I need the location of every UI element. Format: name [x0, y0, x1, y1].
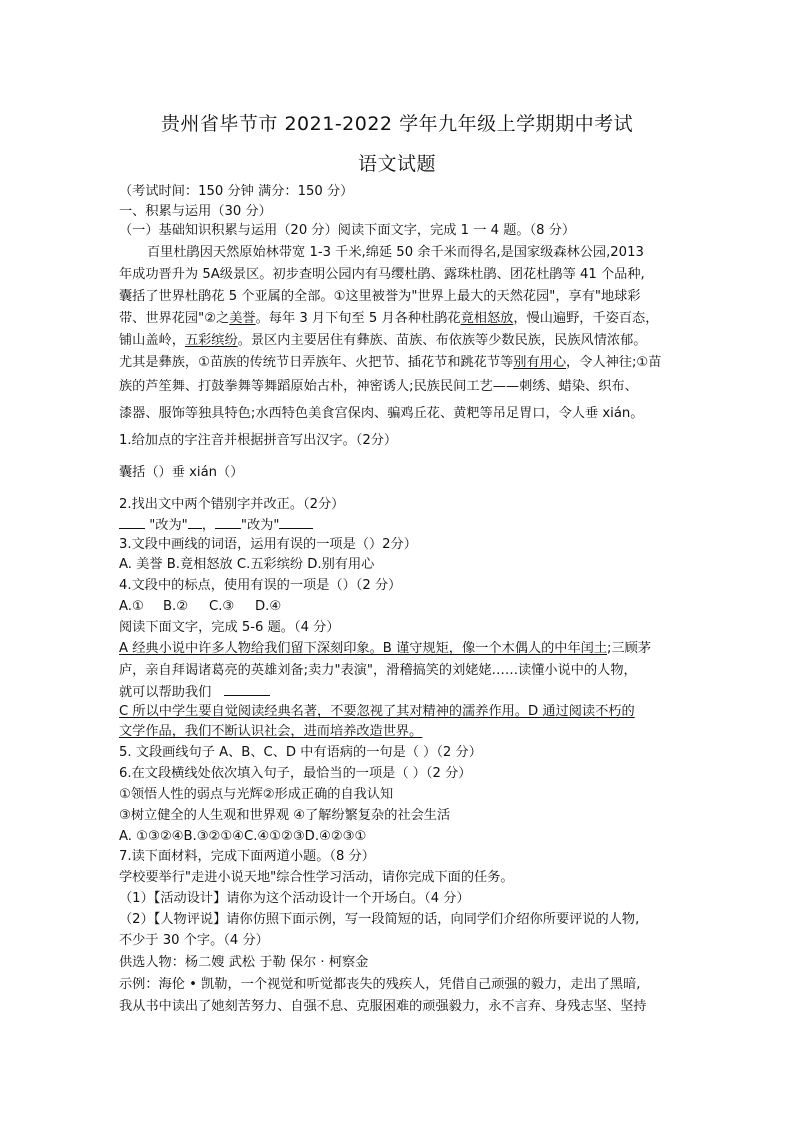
passage-line — [119, 310, 658, 328]
underlined-word: 竟相怒放 — [460, 311, 514, 326]
question-7: 7.读下面材料，完成下面两道小题。（8 分） — [119, 849, 375, 864]
option-d: D.④ — [255, 599, 282, 614]
question-7-line: 供选人物：杨二嫂 武松 于勒 保尔 · 柯察金 — [119, 955, 369, 970]
question-3-options: A. 美誉 B.竟相怒放 C.五彩缤纷 D.别有用心 — [119, 557, 375, 572]
passage-line: 族的芦笙舞、打鼓拳舞等舞蹈原始古朴，神密诱人;民族民间工艺——刺绣、蜡染、织布、 — [119, 379, 638, 394]
part-2-heading: 阅读下面文字，完成 5-6 题。（4 分） — [119, 620, 340, 635]
question-2-fill — [119, 516, 313, 535]
fill-text: "改为" — [149, 518, 188, 533]
underlined-word: 五彩缤纷 — [184, 333, 238, 348]
passage-line — [119, 354, 661, 372]
underlined-word: 别有用心 — [513, 355, 567, 370]
exam-info: （考试时间：150 分钟 满分：150 分） — [119, 184, 354, 199]
passage-line — [119, 332, 647, 350]
section-heading: 一、积累与运用（30 分） — [119, 204, 272, 219]
part-heading: （一）基础知识积累与运用（20 分）阅读下面文字，完成 1 一 4 题。（8 分） — [119, 223, 576, 238]
passage-2-line — [119, 683, 270, 702]
answer-blank[interactable] — [279, 516, 313, 529]
question-6-line: ①领悟人性的弱点与光辉②形成正确的自我认知 — [119, 787, 394, 802]
passage-text: ，令人神往;①苗 — [566, 355, 662, 370]
question-7-line: （1）【活动设计】请你为这个活动设计一个开场白。（4 分） — [119, 891, 470, 906]
answer-blank[interactable] — [224, 683, 270, 696]
option-c: C.③ — [209, 599, 235, 614]
passage-2-line — [119, 703, 635, 721]
passage-line: 囊括了世界杜鹃花 5 个亚属的全部。①这里被誉为"世界上最大的天然花园"，享有"地球彩 — [119, 289, 641, 304]
question-6-options: A. ①③②④B.③②①④C.④①②③D.④②③① — [119, 829, 367, 844]
question-6: 6.在文段横线处依次填入句子，最恰当的一项是（ ）（2 分） — [119, 766, 472, 781]
passage-text: ;三顾茅 — [607, 641, 652, 656]
passage-text: 。景区内主要居住有彝族、苗族、布依族等少数民族，民族风情浓郁。 — [237, 333, 647, 348]
underlined-sentence: C 所以中学生要自觉阅读经典名著，不要忽视了其对精神的濡养作用。D 通过阅读不朽的 — [119, 704, 635, 719]
underlined-word: 美誉 — [229, 311, 256, 326]
question-7-line: （2）【人物评说】请你仿照下面示例，写一段简短的话，向同学们介绍你所要评说的人物, — [119, 912, 640, 927]
question-6-line: ③树立健全的人生观和世界观 ④了解纷繁复杂的社会生活 — [119, 808, 451, 823]
passage-line: 年成功晋升为 5A级景区。初步查明公园内有马缨杜鹃、露珠杜鹃、团花杜鹃等 41 个品种, — [119, 267, 645, 282]
fill-text: "改为" — [240, 518, 280, 533]
fill-text: ， — [201, 518, 215, 533]
question-1: 1.给加点的字注音并根据拼音写出汉字。（2分） — [119, 433, 398, 448]
question-7-line: 不少于 30 个字。（4 分） — [119, 933, 269, 948]
answer-blank[interactable] — [215, 516, 241, 529]
passage-text: 铺山盖岭， — [119, 333, 185, 348]
passage-line: 百里杜鹃因天然原始林带宽 1-3 千米,绵延 50 余千米而得名,是国家级森林公园,2013 — [147, 245, 644, 260]
underlined-sentence: 文学作品，我们不断认识社会，进而培养改造世界。 — [119, 724, 423, 739]
question-4: 4.文段中的标点，使用有误的一项是（）（2 分） — [119, 578, 402, 593]
answer-blank[interactable] — [119, 516, 145, 529]
exam-subtitle: 语文试题 — [357, 153, 436, 175]
passage-text: 尤其是彝族，①苗族的传统节日弄族年、火把节、插花节和跳花节等 — [119, 355, 514, 370]
exam-title: 贵州省毕节市 2021-2022 学年九年级上学期期中考试 — [160, 113, 634, 135]
question-7-line: 示例：海伦 • 凯勒，一个视觉和听觉都丧失的残疾人，凭借自己顽强的毅力，走出了黑暗, — [119, 977, 641, 992]
passage-text: 带、世界花园"②之 — [119, 311, 230, 326]
question-7-line: 我从书中读出了她刻苦努力、自强不息、克服困难的顽强毅力，永不言弃、身残志坚、坚持 — [119, 999, 647, 1014]
passage-text: ，慢山遍野，千姿百态， — [513, 311, 659, 326]
question-5: 5. 文段画线句子 A、B、C、D 中有语病的一句是（ ）（2 分） — [119, 745, 482, 760]
option-a: A.① — [119, 599, 144, 614]
question-7-line: 学校要举行"走进小说天地"综合性学习活动，请你完成下面的任务。 — [119, 870, 514, 885]
question-1-answer: 囊括（）垂 xián（） — [119, 465, 244, 480]
passage-text: 。每年 3 月下旬至 5 月各种杜鹃花 — [255, 311, 461, 326]
answer-blank[interactable] — [188, 516, 202, 529]
option-b: B.② — [163, 599, 189, 614]
question-2: 2.找出文中两个错别字并改正。（2分） — [119, 497, 345, 512]
passage-text: 就可以帮助我们 — [119, 685, 212, 700]
question-4-options — [119, 598, 281, 616]
passage-2-line — [119, 640, 651, 658]
passage-2-line — [119, 723, 422, 741]
passage-line: 漆器、服饰等独具特色;水西特色美食宫保肉、骗鸡丘花、黄粑等吊足胃口，令人垂 xián。 — [119, 406, 644, 421]
question-3: 3.文段中画线的词语，运用有误的一项是（）2分） — [119, 537, 417, 552]
passage-2-line: 庐，亲自拜谒诸葛亮的英雄刘备;卖力"表演"，滑稽搞笑的刘姥姥……读懂小说中的人物， — [119, 663, 637, 678]
underlined-sentence: A 经典小说中许多人物给我们留下深刻印象。B 谨守规矩，像一个木偶人的中年闰土 — [119, 641, 608, 656]
